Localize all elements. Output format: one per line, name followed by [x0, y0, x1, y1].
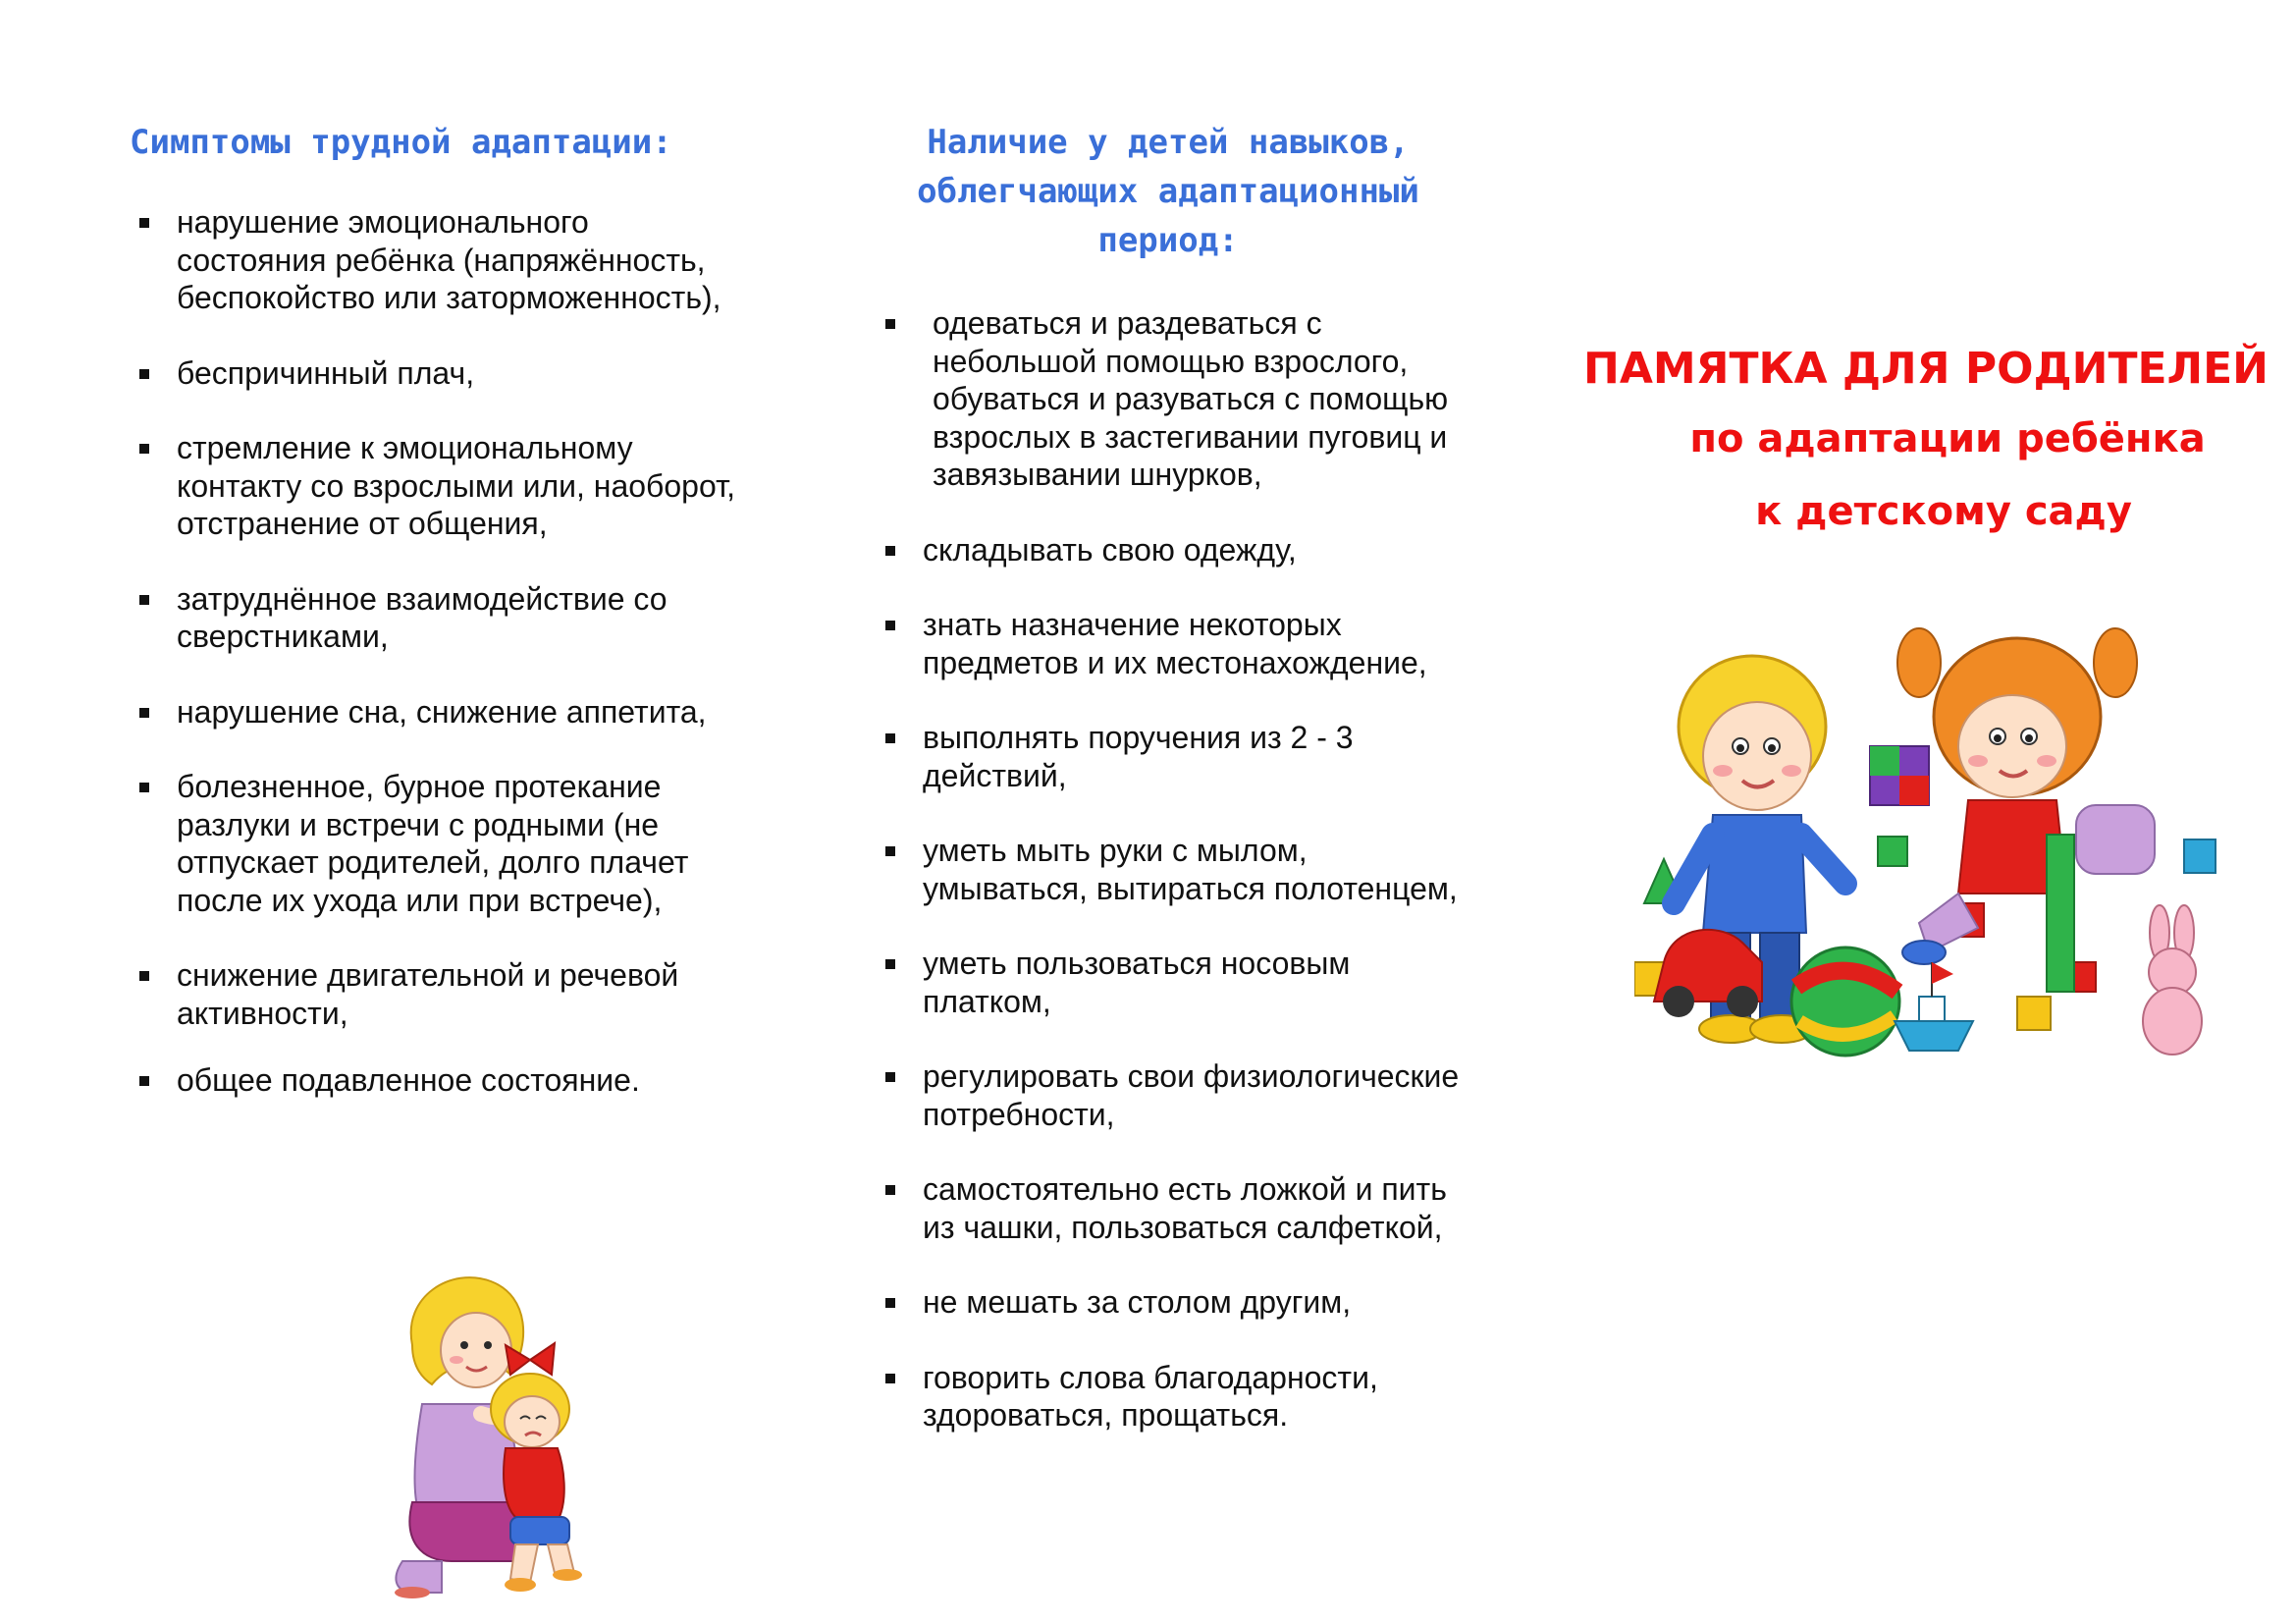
symptoms-list — [137, 203, 746, 1100]
list-item: регулировать свои физиологические потребности, — [883, 1057, 1472, 1133]
list-item: уметь пользоваться носовым платком, — [883, 945, 1472, 1020]
skills-heading — [864, 118, 1472, 265]
list-item: затруднённое взаимодействие со сверстниками, — [137, 580, 746, 656]
leaflet-subtitle: к детскому саду — [1755, 489, 2132, 534]
list-item: выполнять поручения из 2 - 3 действий, — [883, 719, 1472, 794]
toy-bunny — [2143, 905, 2202, 1055]
skills-heading-line: Наличие у детей навыков, — [927, 123, 1410, 162]
ball — [1791, 947, 1899, 1056]
list-item: нарушение эмоционального состояния ребёнка (напряжённость, беспокойство или заторможенность), — [137, 203, 746, 317]
leaflet-title: ПАМЯТКА ДЛЯ РОДИТЕЛЕЙ — [1583, 344, 2269, 394]
skills-heading-line: облегчающих адаптационный — [917, 172, 1419, 211]
list-item: говорить слова благодарности, здороваться, прощаться. — [883, 1359, 1472, 1435]
list-item: нарушение сна, снижение аппетита, — [137, 693, 746, 731]
toy-boat — [1895, 962, 1973, 1051]
list-item: болезненное, бурное протекание разлуки и встречи с родными (не отпускает родителей, долго плачет после их ухода или при встрече), — [137, 768, 746, 919]
mother-comforting-child-illustration — [383, 1267, 609, 1600]
list-item: снижение двигательной и речевой активности, — [137, 956, 746, 1032]
list-item: одеваться и раздеваться с небольшой помощью взрослого, обуваться и разуваться с помощью взрослых в застегивании пуговиц и завязывании шнурков, — [883, 304, 1472, 494]
skills-heading-line: период: — [1097, 221, 1239, 260]
symptoms-heading: Симптомы трудной адаптации: — [130, 123, 672, 162]
list-item: общее подавленное состояние. — [137, 1061, 746, 1100]
list-item: самостоятельно есть ложкой и пить из чашки, пользоваться салфеткой, — [883, 1170, 1472, 1246]
list-item: не мешать за столом другим, — [883, 1283, 1472, 1322]
list-item: знать назначение некоторых предметов и их местонахождение, — [883, 606, 1472, 681]
leaflet-subtitle: по адаптации ребёнка — [1689, 416, 2206, 461]
children-playing-illustration — [1634, 609, 2223, 1080]
list-item: складывать свою одежду, — [883, 531, 1472, 569]
list-item: стремление к эмоциональному контакту со взрослыми или, наоборот, отстранение от общения, — [137, 429, 746, 543]
list-item: уметь мыть руки с мылом, умываться, вытираться полотенцем, — [883, 832, 1472, 907]
list-item: беспричинный плач, — [137, 354, 746, 393]
girl-figure — [1897, 628, 2155, 992]
skills-list — [883, 304, 1472, 1472]
